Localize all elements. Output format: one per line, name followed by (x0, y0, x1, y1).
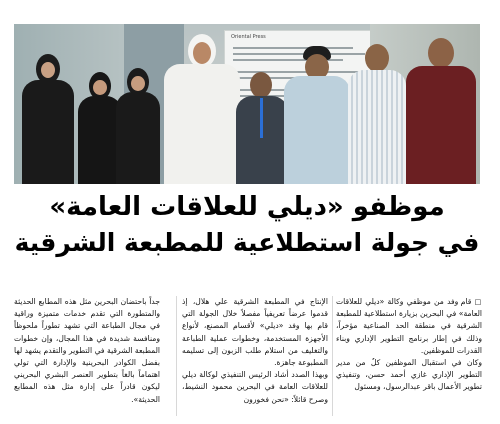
person-face (193, 42, 211, 64)
person-man-cap (284, 46, 350, 184)
poster-brand: Oriental Press (231, 34, 266, 40)
person-man-lanyard (236, 72, 288, 184)
person-face (250, 72, 272, 98)
article-paragraph: وكان في استقبال الموظفين كلٌ من مدير التطوير الإداري غازي أحمد حسن، وتنفيذي تطوير الأعمال باقر عبدالرسول، ومسئول (336, 358, 482, 392)
person-body (348, 70, 406, 184)
article-paragraph (336, 296, 482, 357)
person-man-striped (348, 44, 406, 184)
lanyard (260, 98, 263, 138)
article-paragraph: وبهذا الصدد أشاد الرئيس التنفيذي لوكالة ديلي للعلاقات العامة في البحرين محمود النشيط، وصرح قائلاً: «نحن فخورون (182, 370, 328, 404)
article-paragraph: جداً باحتضان البحرين مثل هذه المطابع الحديثة والمتطورة التي تقدم خدمات متميزة وراقية في مجال الطباعة التي تشهد تطوراً ملحوظاً ومنافسة شديدة في هذا المجال، وإن خطوات المطبعة الشرقية في التطوير والتقدم يشهد لها بفضل الكوادر البحرينية والإدارة التي تولي اهتماماً بالغاً بتطوير العنصر البشري البحريني ليكون قادراً على إدارة مثل هذه المطابع الحديثة». (14, 297, 160, 404)
person-body (116, 92, 160, 184)
article-column-1 (336, 296, 482, 418)
person-woman-1 (22, 54, 74, 184)
article-text: قام وفد من موظفي وكالة «ديلي للعلاقات العامة» في البحرين بزيارة استطلاعية للمطبعة الشرقية في منطقة الحد الصناعية مؤخراً، وذلك في إطار برنامج التطوير الإداري وبناء القدرات للموظفين. (336, 297, 482, 355)
headline-line-1: موظفو «ديلي للعلاقات العامة» (49, 192, 445, 222)
person-man-red-shirt (406, 38, 476, 184)
article-column-2 (182, 296, 328, 418)
person-body (284, 76, 350, 184)
column-divider (176, 296, 177, 416)
person-face (428, 38, 454, 68)
person-face (131, 76, 145, 91)
bullet-square-icon: □ (474, 298, 482, 306)
person-face (365, 44, 389, 72)
group-photo (14, 24, 480, 184)
person-body (22, 80, 74, 184)
headline-line-2: في جولة استطلاعية للمطبعة الشرقية (14, 228, 480, 257)
article-paragraph: الإنتاج في المطبعة الشرقية علي هلال، إذ قدموا عرضاً تعريفياً مفصلاً خلال الجولة التي قام بها وفد «ديلي» لأقسام المصنع، لأنواع الأجهزة المستخدمة، وخطوات عملية الطباعة والتغليف من استلام طلب الزبون إلى تسليمه المطبوعة جاهزة. (182, 297, 328, 368)
person-woman-3 (116, 68, 160, 184)
person-face (93, 80, 107, 95)
person-body (164, 64, 240, 184)
person-face (41, 62, 55, 78)
article-column-3 (14, 296, 160, 418)
person-body (406, 66, 476, 184)
column-divider (332, 296, 333, 416)
person-man-thobe (164, 34, 240, 184)
